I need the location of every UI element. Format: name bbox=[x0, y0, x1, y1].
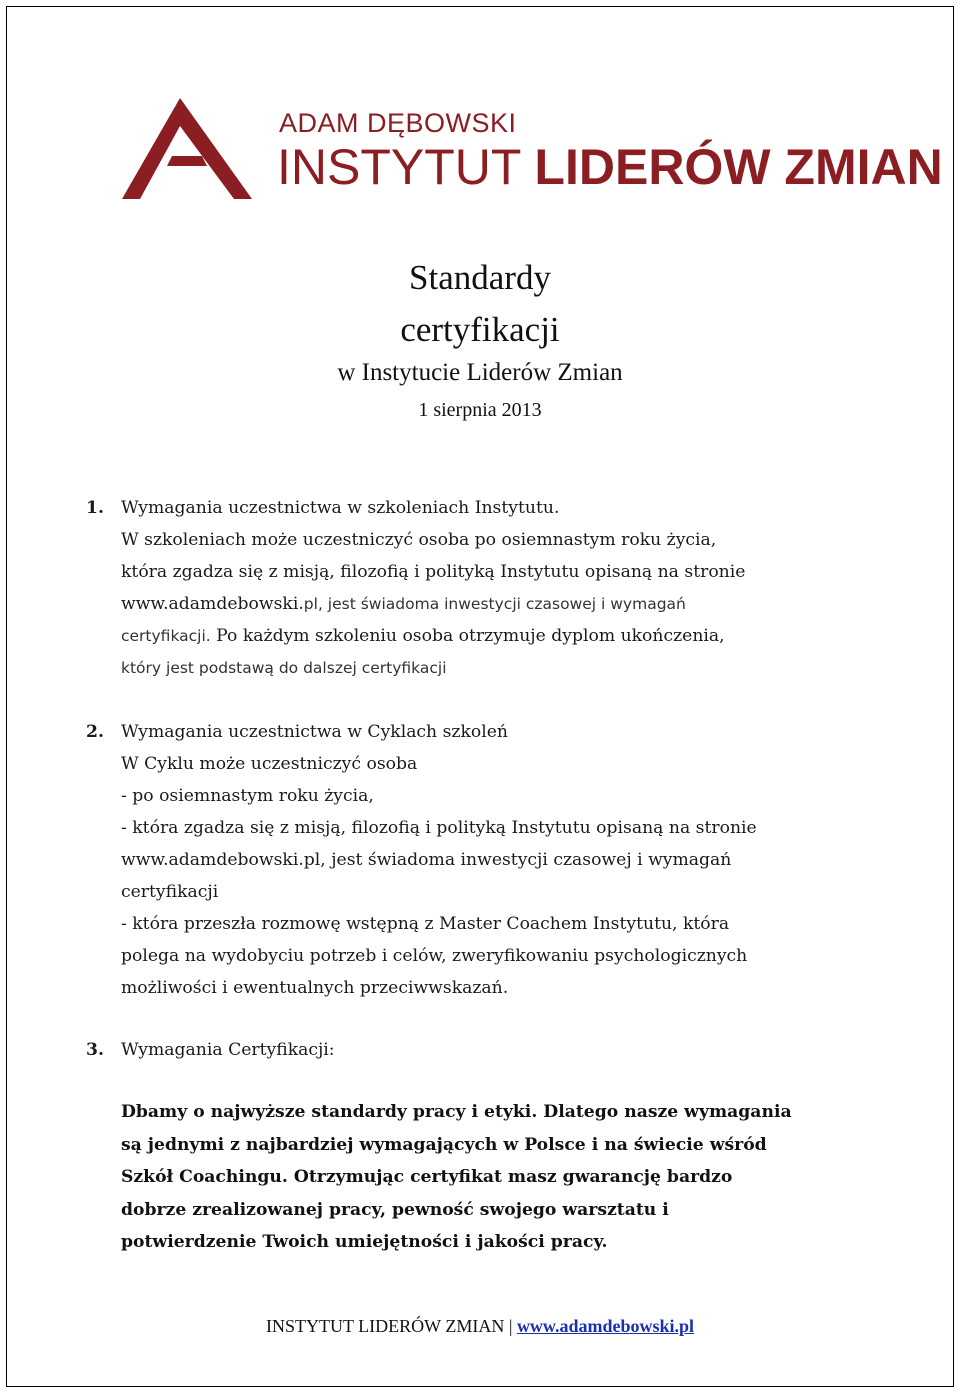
paragraph-line: Szkół Coachingu. Otrzymując certyfikat masz gwarancję bardzo bbox=[121, 1167, 733, 1187]
section-line: - która zgadza się z misją, filozofią i polityką Instytutu opisaną na stronie bbox=[121, 818, 757, 838]
document-date: 1 sierpnia 2013 bbox=[418, 399, 542, 421]
section-number: 1. bbox=[86, 498, 104, 518]
section-line bbox=[121, 588, 886, 620]
title-line-1: Standardy bbox=[409, 258, 551, 297]
logo-institute-bold: LIDERÓW ZMIAN bbox=[534, 139, 943, 195]
document-subtitle: w Instytucie Liderów Zmian bbox=[337, 359, 623, 386]
paragraph-line: potwierdzenie Twoich umiejętności i jakości pracy. bbox=[121, 1232, 608, 1252]
institute-logo bbox=[122, 96, 943, 206]
section-line: możliwości i ewentualnych przeciwwskazań. bbox=[121, 978, 509, 998]
footer-org: INSTYTUT LIDERÓW ZMIAN bbox=[266, 1316, 505, 1336]
logo-institute bbox=[277, 140, 943, 194]
footer-separator: | bbox=[508, 1316, 513, 1336]
section-heading: Wymagania Certyfikacji: bbox=[121, 1040, 335, 1060]
section-heading: Wymagania uczestnictwa w Cyklach szkoleń bbox=[121, 722, 508, 742]
section-line: W Cyklu może uczestniczyć osoba bbox=[121, 754, 418, 774]
paragraph-line: dobrze zrealizowanej pracy, pewność swojego warsztatu i bbox=[121, 1199, 669, 1220]
section-line-part: Po każdym szkoleniu osoba otrzymuje dyplom ukończenia, bbox=[210, 626, 725, 646]
footer-website-link[interactable]: www.adamdebowski.pl bbox=[516, 1316, 694, 1336]
logo-triangle-icon bbox=[122, 96, 252, 204]
section-line: - która przeszła rozmowę wstępną z Master Coachem Instytutu, która bbox=[121, 914, 730, 934]
section-number: 2. bbox=[86, 722, 104, 742]
section-line: - po osiemnastym roku życia, bbox=[121, 786, 374, 806]
logo-name: ADAM DĘBOWSKI bbox=[279, 108, 517, 138]
section-heading: Wymagania uczestnictwa w szkoleniach Instytutu. bbox=[121, 498, 560, 518]
section-line: który jest podstawą do dalszej certyfikacji bbox=[121, 659, 447, 677]
section-line: polega na wydobyciu potrzeb i celów, zweryfikowaniu psychologicznych bbox=[121, 946, 748, 966]
section-line-part: certyfikacji. bbox=[121, 627, 211, 645]
section-line bbox=[121, 620, 886, 652]
section-line: certyfikacji bbox=[121, 882, 219, 902]
section-2 bbox=[86, 716, 886, 1004]
page-footer bbox=[0, 1316, 960, 1337]
document-title bbox=[0, 252, 960, 356]
paragraph-line: są jednymi z najbardziej wymagających w Polsce i na świecie wśród bbox=[121, 1134, 767, 1155]
section-3 bbox=[86, 1034, 886, 1066]
section-line: która zgadza się z misją, filozofią i polityką Instytutu opisaną na stronie bbox=[121, 562, 746, 582]
section-line: www.adamdebowski.pl, jest świadoma inwestycji czasowej i wymagań bbox=[121, 850, 732, 870]
certification-paragraph bbox=[121, 1096, 881, 1259]
section-line: W szkoleniach może uczestniczyć osoba po osiemnastym roku życia, bbox=[121, 530, 717, 550]
website-text: www.adamdebowski. bbox=[121, 594, 304, 614]
section-1 bbox=[86, 492, 886, 684]
section-number: 3. bbox=[86, 1040, 104, 1060]
section-line-part: pl, jest świadoma inwestycji czasowej i wymagań bbox=[303, 595, 686, 613]
logo-institute-light: INSTYTUT bbox=[277, 139, 535, 195]
paragraph-line: Dbamy o najwyższe standardy pracy i etyki. Dlatego nasze wymagania bbox=[121, 1102, 792, 1122]
title-line-2: certyfikacji bbox=[400, 310, 560, 349]
